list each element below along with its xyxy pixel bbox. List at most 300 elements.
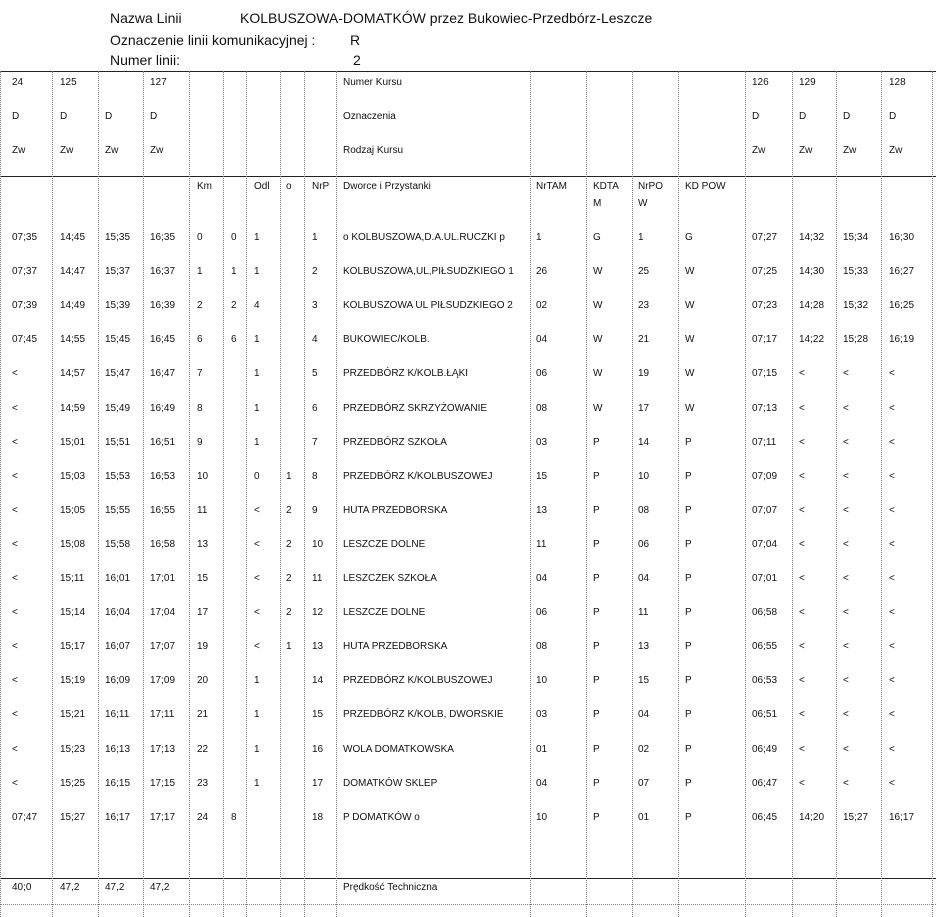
stop-cell-t3: 15;37 <box>105 266 131 278</box>
stop-cell-kdpow: P <box>685 573 692 584</box>
stop-cell-t2: 15;21 <box>60 709 86 721</box>
stop-cell-t3: 15;39 <box>105 300 131 312</box>
stop-cell-r2: < <box>799 709 805 721</box>
stop-cell-name: PRZEDBÓRZ K/KOLBUSZOWEJ <box>343 675 493 687</box>
stop-cell-t1: 07;35 <box>12 232 38 243</box>
stop-cell-km2: 0 <box>231 232 237 243</box>
stop-cell-kdtam: W <box>593 334 603 346</box>
stop-cell-name: KOLBUSZOWA UL PIŁSUDZKIEGO 2 <box>343 300 513 312</box>
stop-cell-r3: < <box>843 743 849 755</box>
stop-cell-r4: 16;17 <box>889 811 915 823</box>
stop-cell-odl: < <box>254 641 260 653</box>
column-header-kdtam: M <box>593 198 602 209</box>
stop-cell-nrpow: 01 <box>638 811 650 823</box>
stop-cell-r2: 14;20 <box>799 811 825 823</box>
stop-cell-t3: 15;45 <box>105 334 131 346</box>
course-header-cell: D <box>105 111 113 122</box>
course-header-cell: Zw <box>889 145 903 156</box>
course-header-cell: Zw <box>105 145 119 156</box>
stop-cell-kdtam: P <box>593 811 600 823</box>
course-header-cell: 127 <box>150 77 167 88</box>
column-header-nrp: NrP <box>312 181 330 192</box>
stop-cell-t1: < <box>12 538 18 550</box>
stop-cell-nrp: 14 <box>312 675 324 687</box>
column-divider <box>304 71 305 917</box>
column-divider <box>932 71 933 917</box>
stop-cell-odl: < <box>254 504 260 516</box>
row-divider <box>0 176 936 177</box>
stop-cell-nrpow: 19 <box>638 368 650 380</box>
course-header-cell: 125 <box>60 77 77 88</box>
stop-cell-odl: 1 <box>254 402 260 414</box>
stop-cell-km1: 0 <box>197 232 203 243</box>
stop-cell-r1: 07;11 <box>752 436 777 448</box>
stop-cell-r2: < <box>799 675 805 687</box>
column-divider <box>881 71 882 917</box>
stop-cell-r2: < <box>799 573 805 584</box>
stop-cell-t2: 15;23 <box>60 743 86 755</box>
stop-cell-r1: 07;13 <box>752 402 778 414</box>
stop-cell-t1: < <box>12 641 18 653</box>
column-header-nrpow: W <box>638 198 648 209</box>
stop-cell-km1: 7 <box>197 368 203 380</box>
stop-cell-t2: 15;05 <box>60 504 86 516</box>
stop-cell-name: PRZEDBÓRZ SKRZYŻOWANIE <box>343 402 488 414</box>
stop-cell-kdtam: P <box>593 504 600 516</box>
stop-cell-r3: < <box>843 368 849 380</box>
stop-cell-nrp: 16 <box>312 743 324 755</box>
stop-cell-t3: 15;58 <box>105 538 131 550</box>
stop-cell-nrpow: 21 <box>638 334 650 346</box>
stop-cell-t4: 17;07 <box>150 641 176 653</box>
stop-cell-t2: 15;17 <box>60 641 86 653</box>
stop-cell-r1: 06;58 <box>752 607 778 619</box>
course-header-cell: D <box>12 111 20 122</box>
stop-cell-km1: 6 <box>197 334 203 346</box>
stop-cell-r4: < <box>889 368 895 380</box>
stop-cell-r2: < <box>799 607 805 619</box>
stop-cell-km1: 8 <box>197 402 203 414</box>
stop-cell-km1: 2 <box>197 300 203 312</box>
column-divider <box>836 71 837 917</box>
stop-cell-nrtam: 08 <box>536 641 548 653</box>
stop-cell-r2: < <box>799 504 805 516</box>
stop-cell-name: BUKOWIEC/KOLB. <box>343 334 430 346</box>
stop-cell-t1: < <box>12 402 18 414</box>
stop-cell-t3: 15;47 <box>105 368 131 380</box>
stop-cell-nrtam: 10 <box>536 675 548 687</box>
stop-cell-nrp: 8 <box>312 470 318 482</box>
stop-cell-km2: 6 <box>231 334 237 346</box>
stop-cell-r4: < <box>889 675 895 687</box>
stop-cell-r4: < <box>889 607 895 619</box>
column-divider <box>530 71 531 917</box>
stop-cell-name: P DOMATKÓW o <box>343 811 420 823</box>
stop-cell-r4: < <box>889 777 895 789</box>
stop-cell-t1: < <box>12 470 18 482</box>
stop-cell-nrpow: 08 <box>638 504 650 516</box>
stop-cell-r4: < <box>889 504 895 516</box>
column-header-odl: Odl <box>254 181 270 192</box>
course-header-cell: D <box>752 111 760 122</box>
stop-cell-t4: 17;04 <box>150 607 176 619</box>
stop-cell-kdpow: P <box>685 743 692 755</box>
stop-cell-odl: 1 <box>254 368 260 380</box>
stop-cell-t1: 07;47 <box>12 811 38 823</box>
stop-cell-r2: 14;32 <box>799 232 825 243</box>
stop-cell-kdpow: P <box>685 607 692 619</box>
stop-cell-nrtam: 04 <box>536 573 548 584</box>
stop-cell-t1: < <box>12 709 18 721</box>
line-name-value: KOLBUSZOWA-DOMATKÓW przez Bukowiec-Przedbórz-Leszcze <box>240 10 653 26</box>
stop-cell-nrp: 17 <box>312 777 324 789</box>
stop-cell-nrpow: 1 <box>638 232 644 243</box>
stop-cell-r1: 07;17 <box>752 334 778 346</box>
stop-cell-nrpow: 15 <box>638 675 650 687</box>
stop-cell-nrtam: 06 <box>536 368 548 380</box>
stop-cell-nrpow: 06 <box>638 538 650 550</box>
row-divider <box>0 71 936 72</box>
stop-cell-t3: 15;49 <box>105 402 131 414</box>
stop-cell-r4: 16;30 <box>889 232 915 243</box>
stop-cell-t4: 16;51 <box>150 436 176 448</box>
column-header-nrpow: NrPO <box>638 181 663 192</box>
stop-cell-t3: 16;04 <box>105 607 131 619</box>
stop-cell-r4: < <box>889 743 895 755</box>
stop-cell-r3: 15;27 <box>843 811 869 823</box>
stop-cell-km1: 22 <box>197 743 209 755</box>
stop-cell-r4: < <box>889 641 895 653</box>
stop-cell-nrp: 5 <box>312 368 318 380</box>
stop-cell-km1: 19 <box>197 641 209 653</box>
stop-cell-t1: 07;37 <box>12 266 38 278</box>
stop-cell-nrp: 1 <box>312 232 318 243</box>
technical-speed-label: Prędkość Techniczna <box>343 882 438 893</box>
stop-cell-r1: 06;51 <box>752 709 778 721</box>
stop-cell-r2: < <box>799 743 805 755</box>
stop-cell-r1: 06;49 <box>752 743 778 755</box>
course-header-label: Numer Kursu <box>343 77 402 88</box>
stop-cell-t3: 16;15 <box>105 777 131 789</box>
stop-cell-nrtam: 15 <box>536 470 548 482</box>
column-divider <box>189 71 190 917</box>
stop-cell-t1: < <box>12 368 18 380</box>
stop-cell-nrtam: 03 <box>536 436 548 448</box>
stop-cell-odl: 1 <box>254 777 260 789</box>
stop-cell-t4: 16;49 <box>150 402 176 414</box>
stop-cell-t2: 15;03 <box>60 470 86 482</box>
stop-cell-nrp: 6 <box>312 402 318 414</box>
designation-label: Oznaczenie linii komunikacyjnej : <box>110 32 316 48</box>
stop-cell-odl: 4 <box>254 300 260 312</box>
stop-cell-name: PRZEDBÓRZ K/KOLB, DWORSKIE <box>343 709 504 721</box>
stop-cell-nrpow: 07 <box>638 777 650 789</box>
stop-cell-t3: 15;35 <box>105 232 131 243</box>
stop-cell-r3: < <box>843 470 849 482</box>
stop-cell-r2: < <box>799 368 805 380</box>
stop-cell-nrpow: 04 <box>638 573 650 584</box>
stop-cell-nrtam: 08 <box>536 402 548 414</box>
stop-cell-t4: 16;39 <box>150 300 176 312</box>
stop-cell-r3: 15;32 <box>843 300 869 312</box>
column-divider <box>792 71 793 917</box>
stop-cell-name: HUTA PRZEDBORSKA <box>343 641 448 653</box>
stop-cell-kdpow: P <box>685 504 692 516</box>
stop-cell-r2: < <box>799 470 805 482</box>
stop-cell-t4: 16;58 <box>150 538 176 550</box>
stop-cell-r3: 15;34 <box>843 232 869 243</box>
stop-cell-nrtam: 06 <box>536 607 548 619</box>
stop-cell-o: 1 <box>286 641 292 653</box>
technical-speed-value: 47,2 <box>60 882 80 893</box>
stop-cell-nrpow: 10 <box>638 470 650 482</box>
stop-cell-kdpow: W <box>685 266 695 278</box>
stop-cell-km1: 17 <box>197 607 209 619</box>
column-divider <box>678 71 679 917</box>
column-header-nrtam: NrTAM <box>536 181 567 192</box>
line-name-label: Nazwa Linii <box>110 10 182 26</box>
stop-cell-r3: < <box>843 573 849 584</box>
stop-cell-km2: 2 <box>231 300 237 312</box>
column-header-o: o <box>286 181 292 192</box>
stop-cell-nrpow: 02 <box>638 743 650 755</box>
stop-cell-kdtam: W <box>593 300 603 312</box>
stop-cell-km1: 10 <box>197 470 209 482</box>
stop-cell-r1: 07;09 <box>752 470 778 482</box>
stop-cell-nrpow: 23 <box>638 300 650 312</box>
stop-cell-r2: < <box>799 436 805 448</box>
row-divider <box>0 904 936 905</box>
stop-cell-r2: 14;30 <box>799 266 825 278</box>
stop-cell-kdtam: P <box>593 436 600 448</box>
stop-cell-t2: 14;49 <box>60 300 86 312</box>
stop-cell-t1: 07;39 <box>12 300 38 312</box>
stop-cell-r4: < <box>889 709 895 721</box>
column-divider <box>745 71 746 917</box>
stop-cell-t2: 14;57 <box>60 368 86 380</box>
stop-cell-name: WOLA DOMATKOWSKA <box>343 743 454 755</box>
stop-cell-t2: 15;27 <box>60 811 86 823</box>
stop-cell-t4: 16;53 <box>150 470 176 482</box>
stop-cell-t4: 17;11 <box>150 709 175 721</box>
stop-cell-nrp: 2 <box>312 266 318 278</box>
technical-speed-value: 47,2 <box>150 882 170 893</box>
course-header-cell: Zw <box>752 145 766 156</box>
stop-cell-kdtam: P <box>593 743 600 755</box>
designation-value: R <box>350 32 361 48</box>
stop-cell-name: LESZCZE DOLNE <box>343 538 426 550</box>
stop-cell-r3: 15;28 <box>843 334 869 346</box>
stop-cell-r1: 07;23 <box>752 300 778 312</box>
stop-cell-r4: < <box>889 538 895 550</box>
column-divider <box>280 71 281 917</box>
stop-cell-odl: 1 <box>254 232 260 243</box>
stop-cell-kdtam: P <box>593 777 600 789</box>
stop-cell-t2: 15;08 <box>60 538 86 550</box>
stop-cell-nrpow: 14 <box>638 436 650 448</box>
stop-cell-kdpow: P <box>685 675 692 687</box>
stop-cell-kdtam: P <box>593 641 600 653</box>
stop-cell-r4: < <box>889 573 895 584</box>
column-header-km: Km <box>197 181 212 192</box>
course-header-label: Oznaczenia <box>343 111 396 122</box>
stop-cell-kdtam: P <box>593 538 600 550</box>
course-header-cell: Zw <box>843 145 857 156</box>
stop-cell-t4: 17;01 <box>150 573 176 584</box>
stop-cell-nrp: 10 <box>312 538 324 550</box>
stop-cell-km1: 15 <box>197 573 209 584</box>
stop-cell-r3: < <box>843 777 849 789</box>
line-number-label: Numer linii: <box>110 52 181 68</box>
stop-cell-r1: 07;25 <box>752 266 778 278</box>
stop-cell-km1: 9 <box>197 436 203 448</box>
stop-cell-r2: < <box>799 777 805 789</box>
stop-cell-t4: 16;37 <box>150 266 176 278</box>
stop-cell-nrpow: 04 <box>638 709 650 721</box>
stop-cell-kdpow: P <box>685 538 692 550</box>
stop-cell-t2: 14;45 <box>60 232 86 243</box>
stop-cell-t3: 15;55 <box>105 504 131 516</box>
stop-cell-r1: 07;07 <box>752 504 778 516</box>
stop-cell-r4: < <box>889 436 895 448</box>
stop-cell-name: LESZCZE DOLNE <box>343 607 426 619</box>
stop-cell-nrtam: 11 <box>536 538 547 550</box>
stop-cell-odl: 1 <box>254 334 260 346</box>
stop-cell-o: 2 <box>286 607 292 619</box>
stop-cell-nrtam: 03 <box>536 709 548 721</box>
stop-cell-name: HUTA PRZEDBORSKA <box>343 504 448 516</box>
stop-cell-kdtam: W <box>593 266 603 278</box>
stop-cell-t3: 15;51 <box>105 436 131 448</box>
stop-cell-t2: 15;19 <box>60 675 86 687</box>
stop-cell-t4: 16;55 <box>150 504 176 516</box>
stop-cell-odl: 1 <box>254 675 260 687</box>
course-header-cell: 128 <box>889 77 906 88</box>
stop-cell-nrpow: 13 <box>638 641 650 653</box>
column-divider <box>52 71 53 917</box>
stop-cell-nrtam: 13 <box>536 504 548 516</box>
stop-cell-r1: 06;53 <box>752 675 778 687</box>
course-header-cell: D <box>889 111 897 122</box>
stop-cell-name: DOMATKÓW SKLEP <box>343 777 438 789</box>
stop-cell-kdpow: W <box>685 334 695 346</box>
stop-cell-r4: 16;25 <box>889 300 915 312</box>
stop-cell-t4: 16;47 <box>150 368 176 380</box>
course-header-cell: Zw <box>799 145 813 156</box>
course-header-cell: D <box>843 111 851 122</box>
stop-cell-odl: 1 <box>254 266 260 278</box>
course-header-cell: 129 <box>799 77 816 88</box>
stop-cell-t2: 14;55 <box>60 334 86 346</box>
stop-cell-t3: 16;09 <box>105 675 131 687</box>
stop-cell-kdpow: P <box>685 709 692 721</box>
stop-cell-r1: 07;04 <box>752 538 778 550</box>
stop-cell-r4: < <box>889 470 895 482</box>
stop-cell-nrp: 11 <box>312 573 323 584</box>
stop-cell-kdtam: W <box>593 402 603 414</box>
stop-cell-nrtam: 1 <box>536 232 542 243</box>
stop-cell-km1: 13 <box>197 538 209 550</box>
stop-cell-nrtam: 04 <box>536 334 548 346</box>
stop-cell-r1: 07;27 <box>752 232 778 243</box>
stop-cell-kdpow: P <box>685 811 692 823</box>
stop-cell-km1: 21 <box>197 709 209 721</box>
stop-cell-t1: < <box>12 573 18 584</box>
stop-cell-nrpow: 17 <box>638 402 650 414</box>
stop-cell-r2: < <box>799 402 805 414</box>
stop-cell-km1: 20 <box>197 675 209 687</box>
stop-cell-km1: 24 <box>197 811 209 823</box>
stop-cell-t2: 15;25 <box>60 777 86 789</box>
stop-cell-nrtam: 01 <box>536 743 548 755</box>
course-header-cell: D <box>799 111 807 122</box>
stop-cell-r3: < <box>843 436 849 448</box>
stop-cell-o: 1 <box>286 470 292 482</box>
stop-cell-nrp: 3 <box>312 300 318 312</box>
stop-cell-t1: 07;45 <box>12 334 38 346</box>
column-divider <box>632 71 633 917</box>
stop-cell-km2: 1 <box>231 266 237 278</box>
column-divider <box>223 71 224 917</box>
stop-cell-t2: 15;14 <box>60 607 86 619</box>
stop-cell-t4: 17;13 <box>150 743 176 755</box>
stop-cell-r2: < <box>799 538 805 550</box>
stop-cell-t3: 16;01 <box>105 573 131 584</box>
stop-cell-t4: 17;09 <box>150 675 176 687</box>
stop-cell-kdpow: W <box>685 300 695 312</box>
stop-cell-name: KOLBUSZOWA,UL,PIŁSUDZKIEGO 1 <box>343 266 514 278</box>
column-header-kdpow: KD POW <box>685 181 726 192</box>
technical-speed-value: 40;0 <box>12 882 32 893</box>
column-divider <box>0 71 1 917</box>
stop-cell-r3: < <box>843 402 849 414</box>
stop-cell-kdtam: P <box>593 573 600 584</box>
stop-cell-kdpow: P <box>685 777 692 789</box>
stop-cell-t1: < <box>12 504 18 516</box>
stop-cell-t4: 17;15 <box>150 777 176 789</box>
stop-cell-t1: < <box>12 675 18 687</box>
stop-cell-t3: 16;11 <box>105 709 130 721</box>
column-divider <box>143 71 144 917</box>
course-header-cell: Zw <box>60 145 74 156</box>
stop-cell-nrp: 4 <box>312 334 318 346</box>
stop-cell-r1: 06;47 <box>752 777 778 789</box>
stop-cell-kdtam: P <box>593 675 600 687</box>
course-header-cell: 126 <box>752 77 769 88</box>
stop-cell-nrp: 12 <box>312 607 324 619</box>
stop-cell-odl: < <box>254 538 260 550</box>
course-header-cell: D <box>60 111 68 122</box>
stop-cell-t1: < <box>12 743 18 755</box>
stop-cell-kdpow: P <box>685 470 692 482</box>
stop-cell-t4: 16;35 <box>150 232 176 243</box>
stop-cell-odl: 1 <box>254 709 260 721</box>
stop-cell-kdpow: G <box>685 232 693 243</box>
course-header-cell: Zw <box>12 145 26 156</box>
stop-cell-o: 2 <box>286 538 292 550</box>
column-divider <box>586 71 587 917</box>
stop-cell-t2: 15;01 <box>60 436 86 448</box>
column-divider <box>98 71 99 917</box>
course-header-cell: Zw <box>150 145 164 156</box>
stop-cell-odl: < <box>254 573 260 584</box>
stop-cell-name: LESZCZEK SZKOŁA <box>343 573 437 584</box>
stop-cell-nrtam: 10 <box>536 811 548 823</box>
stop-cell-kdtam: P <box>593 709 600 721</box>
stop-cell-nrp: 15 <box>312 709 324 721</box>
technical-speed-value: 47,2 <box>105 882 125 893</box>
stop-cell-r1: 06;55 <box>752 641 778 653</box>
